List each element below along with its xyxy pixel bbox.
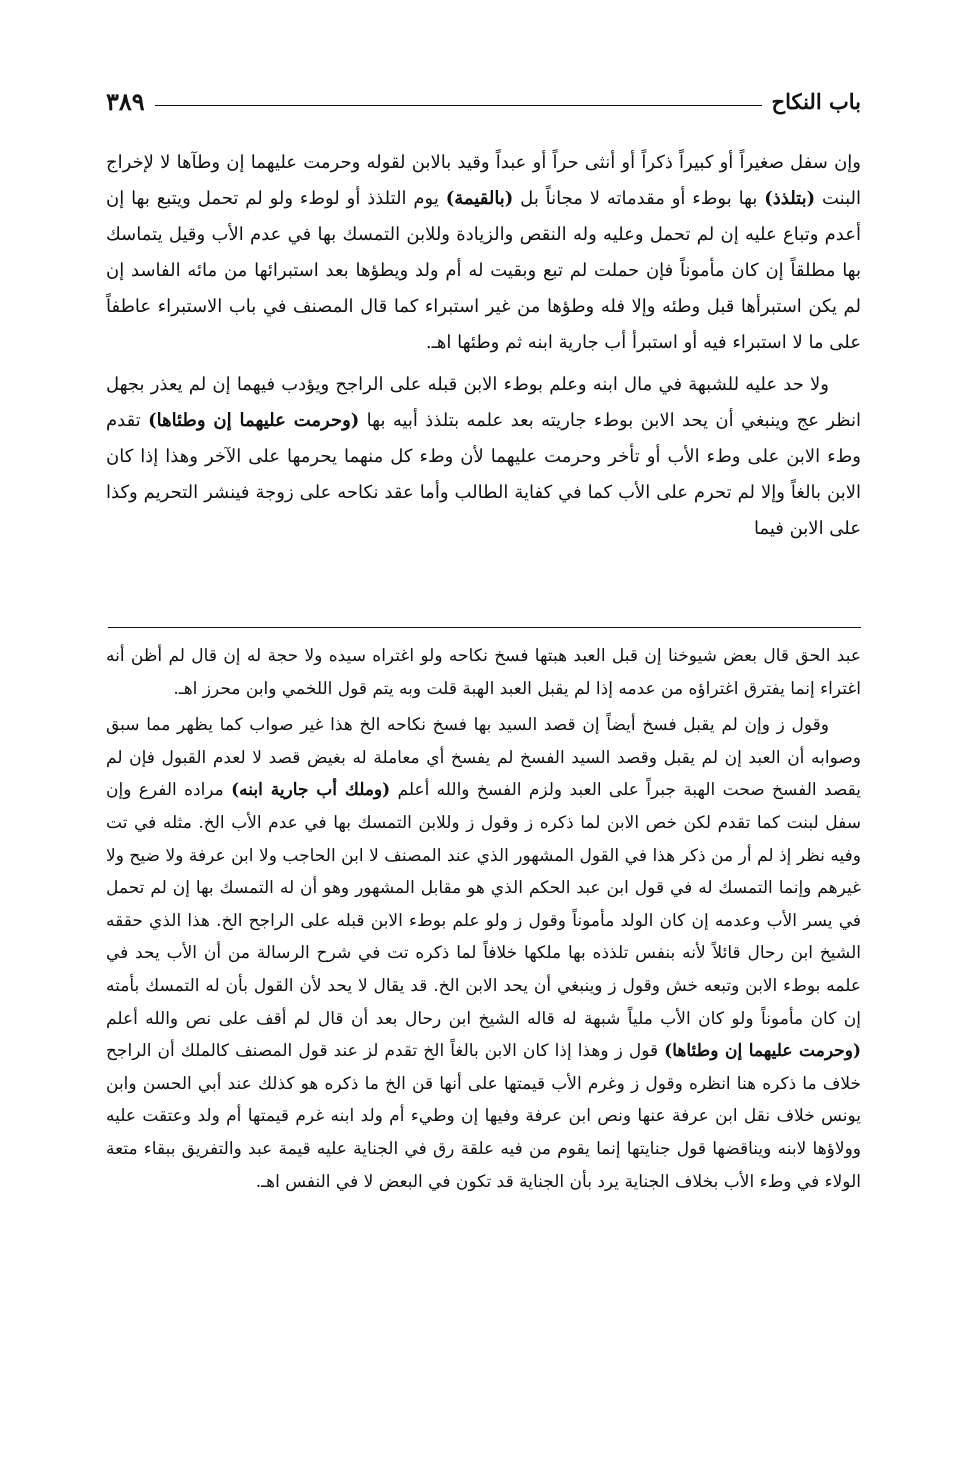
main-paragraph	[106, 367, 861, 547]
footnotes	[106, 640, 861, 1198]
footnote-separator	[108, 627, 861, 628]
main-text	[106, 145, 861, 547]
matn-quote: (بالقيمة)	[445, 188, 514, 209]
matn-quote: (وملك أب جارية ابنه)	[231, 780, 391, 801]
footnote-paragraph	[106, 709, 861, 1198]
text-run: مراده الفرع وإن سفل لبنت كما تقدم لكن خص الابن لما ذكره ز وقول ز وللابن التمسك بها في عدم الأب الخ. مثله في تت وفيه نظر إذ لم أر من ذكر هذا في القول المشهور الذي عند المصنف لا ابن الحاجب ولا ابن عرفة ولا ضيح ولا غيرهم وإنما التمسك له في قول ابن عبد الحكم الذي هو مقابل المشهور وهو أن له التمسك بها إن لم تحمل في يسر الأب وعدمه إن كان الولد مأموناً وقول ز ولو علم بوطء الابن قبله على الراجح الخ. هذا الذي حققه الشيخ ابن رحال قائلاً لأنه بنفس تلذذه بها ملكها خلافاً لما ذكره تت في شرح الرسالة من أن الأب يحد في علمه بوطء الابن وتبعه خش وقول ز وينبغي أن يحد الابن الخ. قد يقال لا يحد لأن القول بأن له التمسك بأمته إن كان مأموناً ولو كان الأب ملياً شبهة له قاله الشيخ ابن رحال بعد أن قال لم أقف على نص والله أعلم	[106, 780, 861, 1029]
text-run: ولا حد عليه للشبهة في مال ابنه وعلم بوطء الابن قبله على الراجح ويؤدب فيهما إن لم يعذر بجهل انظر عج وينبغي أن يحد الابن بوطء جاريته بعد علمه بتلذذ أبيه بها	[106, 374, 861, 431]
matn-quote: (وحرمت عليهما إن وطئاها)	[148, 410, 360, 431]
header-rule	[155, 105, 762, 106]
matn-quote: (وحرمت عليهما إن وطئاها)	[664, 1041, 861, 1062]
running-header	[106, 80, 861, 116]
footnote-paragraph: عبد الحق قال بعض شيوخنا إن قبل العبد هبتها فسخ نكاحه ولو اغتراه سيده ولا حجة له إن قال لم أظن أنه اغتراء إنما يفترق اغتراؤه من عدمه إذا لم يقبل العبد الهبة قلت وبه يتم قول اللخمي وابن محرز اهـ.	[106, 646, 861, 699]
matn-quote: (بتلذذ)	[764, 188, 816, 209]
text-run: وقول ز وإن لم يقبل فسخ أيضاً إن قصد السيد بها فسخ نكاحه الخ هذا غير صواب كما يظهر مما سبق وصوابه أن العبد إن لم يقبل وقصد السيد الفسخ لم يفسخ أي معاملة له بغيض قصد لا لعدم القبول فإن لم يقصد الفسخ صحت الهبة جبراً على العبد ولزم الفسخ والله أعلم	[106, 715, 861, 801]
main-paragraph	[106, 145, 861, 361]
text-run: بها بوطء أو مقدماته لا مجاناً بل	[513, 188, 765, 209]
text-run: تقدم وطء الابن على وطء الأب أو تأخر وحرمت عليهما لأن وطء كل منهما يحرمها على الآخر وهذا إذا كان الابن بالغاً وإلا لم تحرم على الأب كما في كفاية الطالب وأما عقد نكاحه على زوجة فينشر التحريم وكذا على الابن فيما	[106, 410, 861, 539]
text-run: يوم التلذذ أو لوطء ولو لم تحمل ويتبع بها إن أعدم وتباع عليه إن لم تحمل وعليه وله النقص والزيادة وللابن التمسك بها في عدم الأب وقيل يتماسك بها مطلقاً إن كان مأموناً فإن حملت لم تبع وبقيت له أم ولد ويطؤها بعد استبرائها من مائه الفاسد إن لم يكن استبرأها قبل وطئه وإلا فله وطؤها من غير استبراء كما قال المصنف في باب الاستبراء عاطفاً على ما لا استبراء فيه أو استبرأ أب جارية ابنه ثم وطئها اهـ.	[106, 188, 861, 353]
chapter-title: باب النكاح	[771, 89, 861, 114]
text-run: وإن سفل صغيراً أو كبيراً ذكراً أو أنثى حراً أو عبداً وقيد بالابن لقوله وحرمت عليهما إن وطآها لا لإخراج البنت	[106, 152, 862, 209]
text-run: قول ز وهذا إذا كان الابن بالغاً الخ تقدم لز عند قول المصنف كالملك أن الراجح خلاف ما ذكره هنا انظره وقول ز وغرم الأب قيمتها على أنها قن الخ ما ذكره هو كذلك عند أبي الحسن وابن يونس خلاف نقل ابن عرفة عنها ونص ابن عرفة وفيها إن وطيء أم ولد ابنه غرم قيمتها أم ولد وعتقت عليه وولاؤها لابنه ويناقضها قول جنايتها إنما يقوم من فيه علقة رق في الجناية عليه قيمة عبد والتفريق ببقاء متعة الولاء في وطء الأب بخلاف الجناية يرد بأن الجناية قد تكون في البعض لا في النفس اهـ.	[106, 1041, 861, 1192]
page-number: ٣٨٩	[106, 87, 145, 116]
